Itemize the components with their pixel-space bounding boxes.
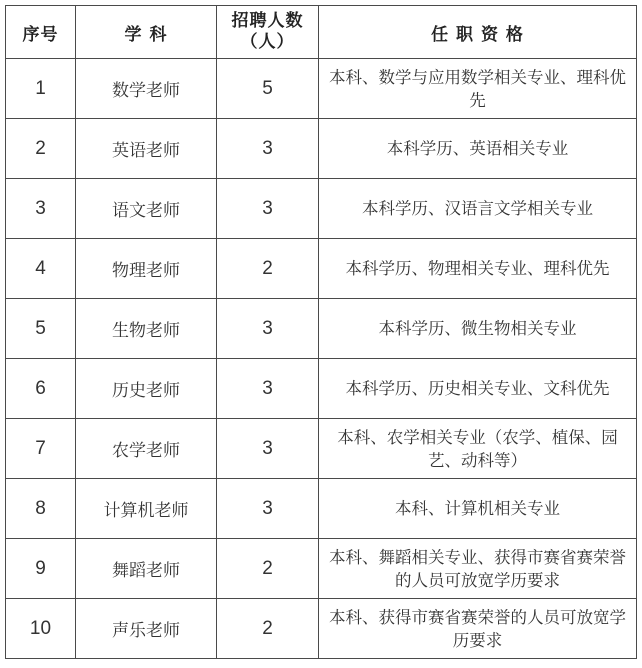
table-row (6, 299, 637, 359)
row-index: 2 (6, 119, 76, 179)
row-count: 3 (217, 119, 319, 179)
row-count: 2 (217, 599, 319, 659)
row-count: 3 (217, 479, 319, 539)
table-row (6, 179, 637, 239)
header-count (217, 6, 319, 59)
header-count-line2: （人） (240, 32, 295, 52)
table-body (6, 59, 637, 659)
row-index: 9 (6, 539, 76, 599)
table-row (6, 539, 637, 599)
table-row (6, 419, 637, 479)
table-row (6, 599, 637, 659)
row-requirements: 本科、舞蹈相关专业、获得市赛省赛荣誉的人员可放宽学历要求 (319, 539, 637, 599)
header-row (6, 6, 637, 59)
row-requirements: 本科学历、微生物相关专业 (319, 299, 637, 359)
row-subject: 生物老师 (76, 299, 217, 359)
row-index: 5 (6, 299, 76, 359)
table-header (6, 6, 637, 59)
row-count: 2 (217, 539, 319, 599)
row-subject: 计算机老师 (76, 479, 217, 539)
row-subject: 物理老师 (76, 239, 217, 299)
row-index: 4 (6, 239, 76, 299)
table-row (6, 479, 637, 539)
row-subject: 舞蹈老师 (76, 539, 217, 599)
table-row (6, 119, 637, 179)
row-requirements: 本科学历、物理相关专业、理科优先 (319, 239, 637, 299)
row-index: 10 (6, 599, 76, 659)
header-count-line1: 招聘人数 (231, 11, 304, 31)
row-requirements: 本科学历、历史相关专业、文科优先 (319, 359, 637, 419)
row-index: 3 (6, 179, 76, 239)
row-count: 3 (217, 359, 319, 419)
row-subject: 历史老师 (76, 359, 217, 419)
row-index: 7 (6, 419, 76, 479)
table-row (6, 359, 637, 419)
row-index: 6 (6, 359, 76, 419)
row-subject: 英语老师 (76, 119, 217, 179)
row-count: 3 (217, 179, 319, 239)
header-requirements: 任 职 资 格 (319, 6, 637, 59)
row-count: 2 (217, 239, 319, 299)
table-row (6, 59, 637, 119)
row-subject: 语文老师 (76, 179, 217, 239)
header-subject: 学 科 (76, 6, 217, 59)
row-count: 5 (217, 59, 319, 119)
row-requirements: 本科、计算机相关专业 (319, 479, 637, 539)
table-row (6, 239, 637, 299)
row-index: 1 (6, 59, 76, 119)
row-subject: 数学老师 (76, 59, 217, 119)
row-subject: 声乐老师 (76, 599, 217, 659)
row-requirements: 本科、农学相关专业（农学、植保、园艺、动科等） (319, 419, 637, 479)
row-requirements: 本科学历、汉语言文学相关专业 (319, 179, 637, 239)
row-count: 3 (217, 419, 319, 479)
row-requirements: 本科学历、英语相关专业 (319, 119, 637, 179)
header-index: 序号 (6, 6, 76, 59)
row-index: 8 (6, 479, 76, 539)
row-subject: 农学老师 (76, 419, 217, 479)
row-requirements: 本科、数学与应用数学相关专业、理科优先 (319, 59, 637, 119)
row-count: 3 (217, 299, 319, 359)
row-requirements: 本科、获得市赛省赛荣誉的人员可放宽学历要求 (319, 599, 637, 659)
recruitment-table (5, 5, 637, 659)
